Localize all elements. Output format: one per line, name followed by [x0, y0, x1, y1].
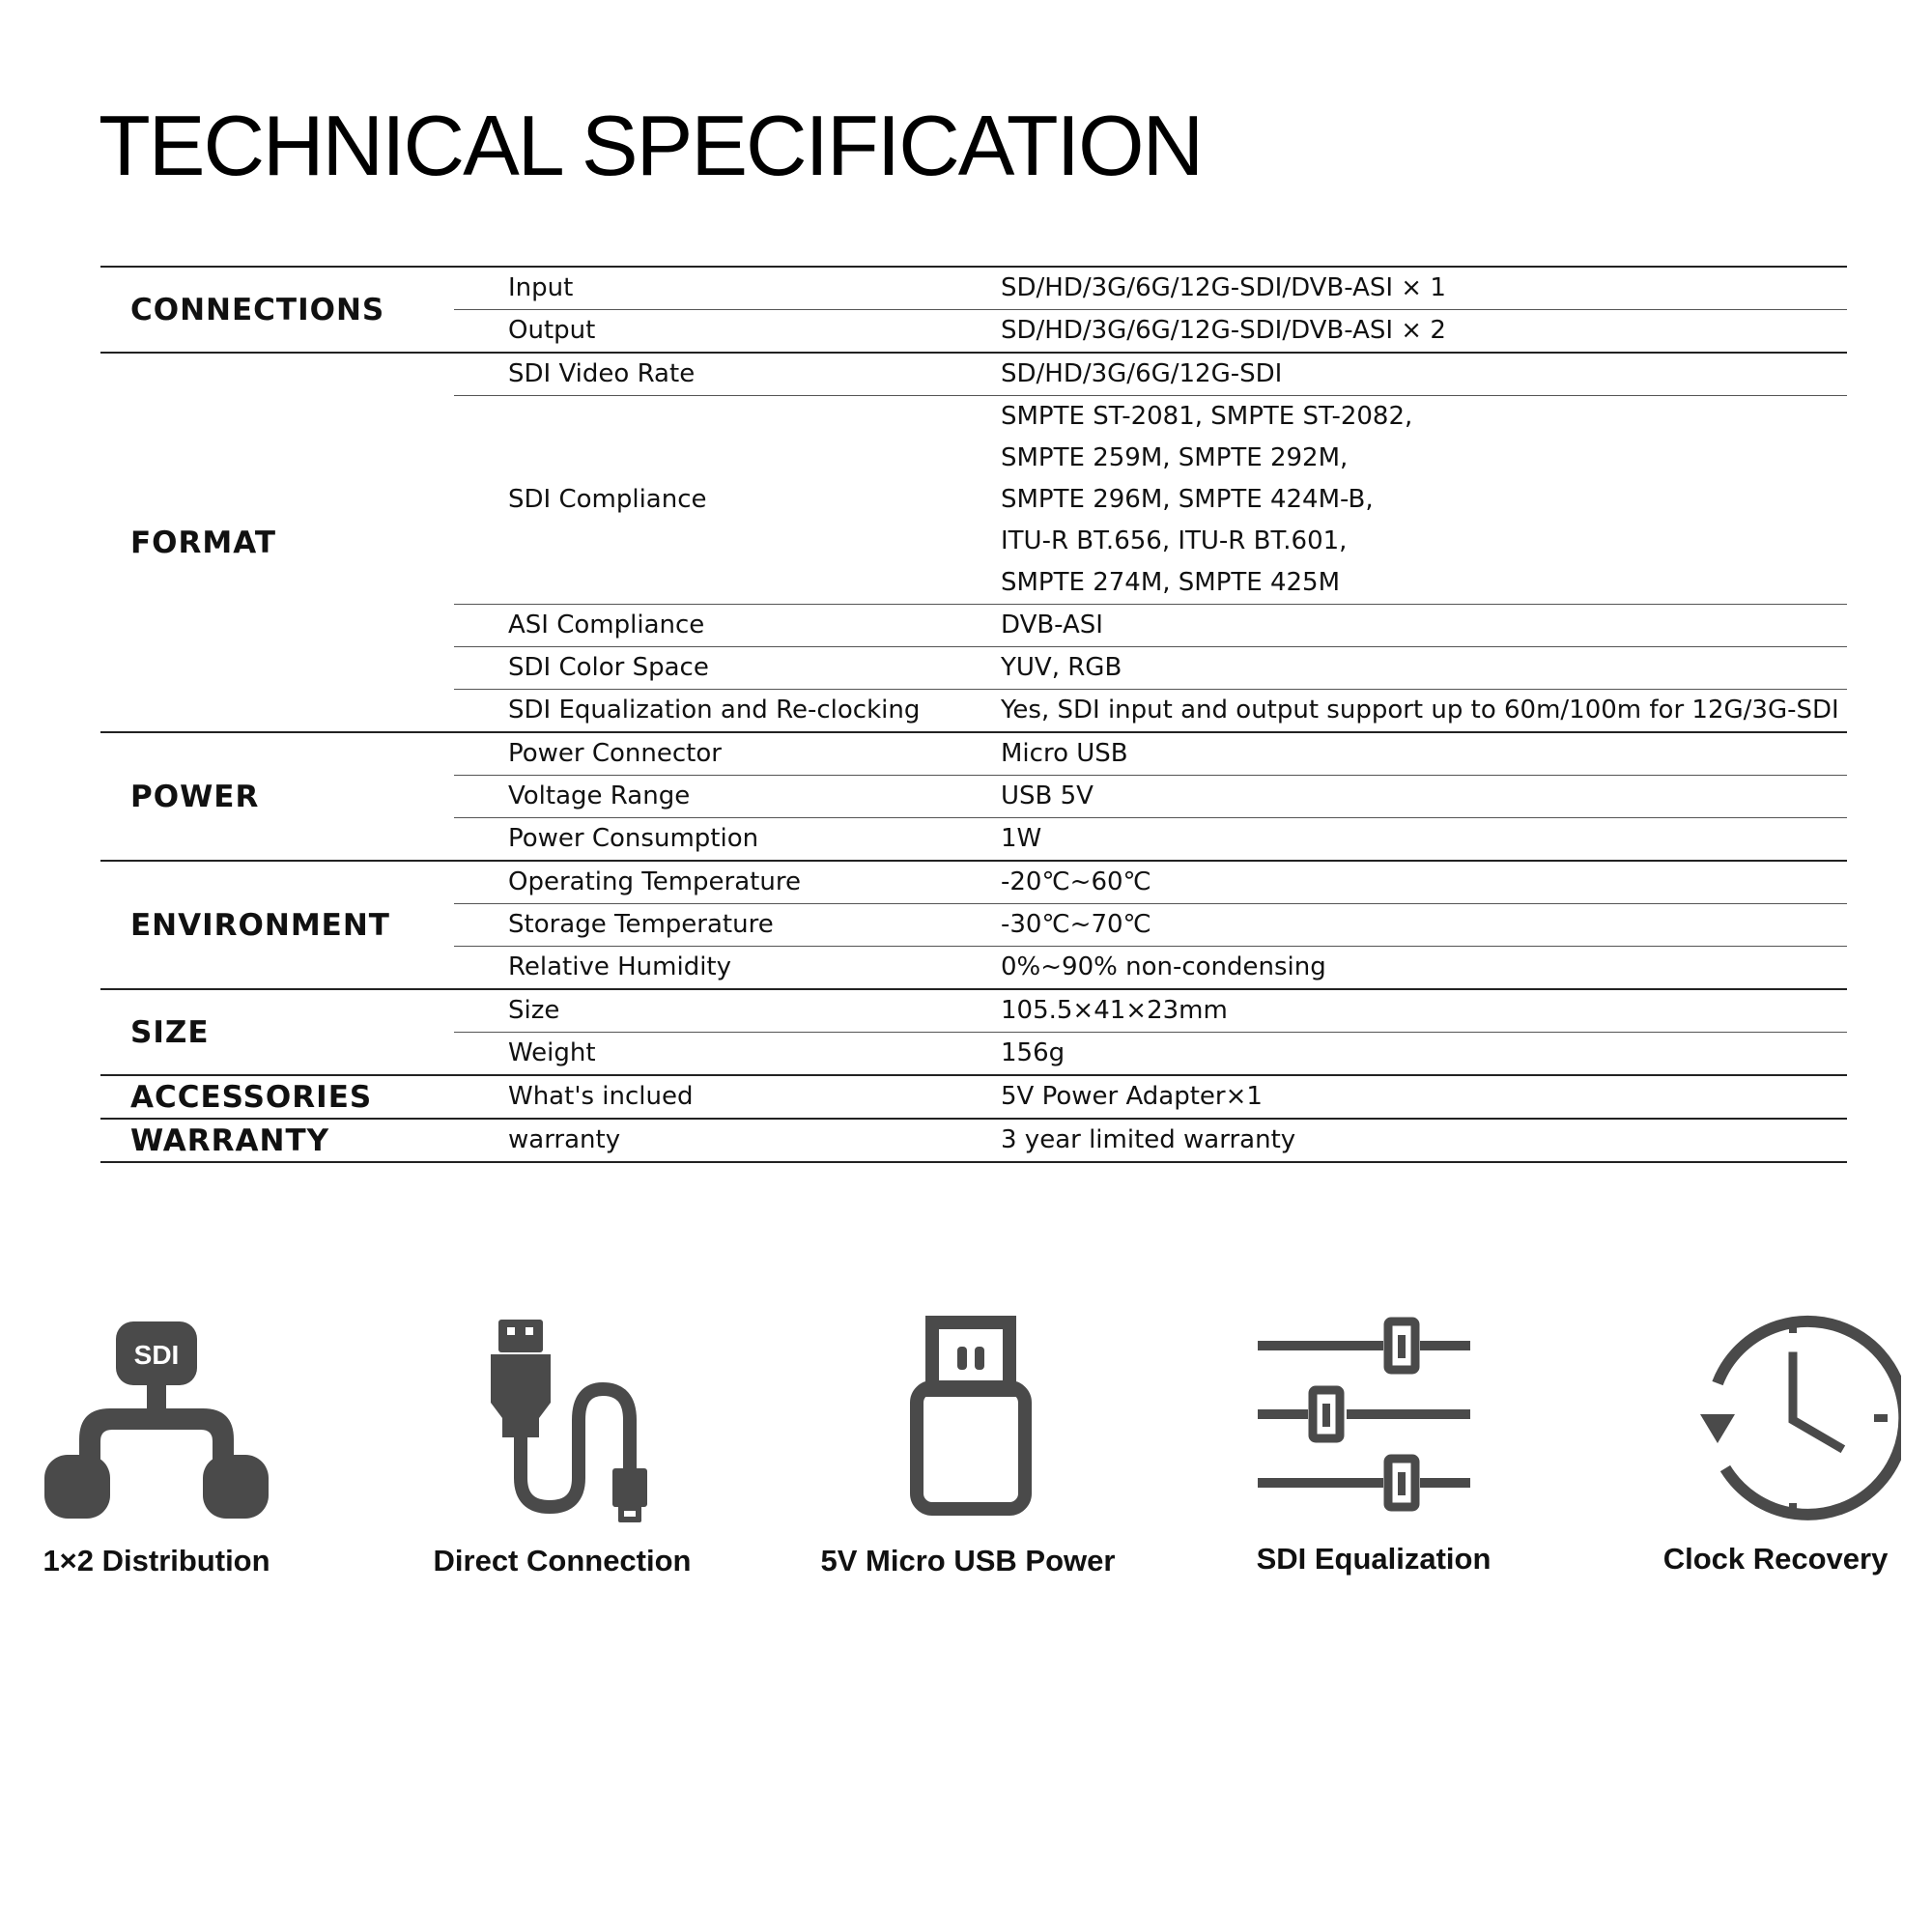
- spec-value-line: SMPTE 274M, SMPTE 425M: [1001, 568, 1341, 597]
- spec-value: [1001, 1076, 1847, 1118]
- spec-value-line: -20℃~60℃: [1001, 867, 1151, 896]
- spec-value-line: SMPTE 296M, SMPTE 424M-B,: [1001, 485, 1374, 514]
- spec-label: Input: [508, 273, 574, 302]
- spec-row: [454, 354, 1847, 395]
- spec-label: Size: [508, 996, 560, 1025]
- spec-value: [1001, 1120, 1847, 1161]
- spec-row: [454, 646, 1847, 689]
- spec-value: [1001, 818, 1847, 860]
- spec-row: [454, 733, 1847, 775]
- spec-label: Power Connector: [508, 739, 722, 768]
- spec-value-line: DVB-ASI: [1001, 611, 1103, 639]
- spec-value: [1001, 605, 1847, 646]
- spec-label: Voltage Range: [508, 781, 691, 810]
- spec-label: Output: [508, 316, 596, 345]
- spec-rows: [454, 268, 1847, 352]
- spec-row: [454, 775, 1847, 817]
- equalizer-sliders-icon: [1248, 1314, 1499, 1526]
- spec-rows: [454, 862, 1847, 988]
- spec-value-line: SD/HD/3G/6G/12G-SDI/DVB-ASI × 1: [1001, 273, 1446, 302]
- spec-row: [454, 817, 1847, 860]
- page-title: TECHNICAL SPECIFICATION: [99, 98, 1203, 193]
- spec-group: [100, 1074, 1847, 1118]
- spec-value: [1001, 947, 1847, 988]
- feature-icons: [0, 1314, 1932, 1604]
- sdi-badge-label: SDI: [133, 1340, 180, 1370]
- feature-distribution: [0, 1314, 359, 1577]
- usb-cable-icon: [446, 1314, 678, 1526]
- spec-value-line: 5V Power Adapter×1: [1001, 1082, 1263, 1111]
- spec-label: Relative Humidity: [508, 952, 732, 981]
- spec-value-line: Micro USB: [1001, 739, 1128, 768]
- spec-value-line: 156g: [1001, 1038, 1065, 1067]
- spec-value: [1001, 862, 1847, 903]
- feature-label: SDI Equalization: [1256, 1542, 1492, 1576]
- spec-value-line: SMPTE 259M, SMPTE 292M,: [1001, 443, 1349, 472]
- spec-rows: [454, 354, 1847, 731]
- spec-value: [1001, 268, 1847, 309]
- spec-value-line: 0%~90% non-condensing: [1001, 952, 1326, 981]
- spec-value: [1001, 647, 1847, 689]
- feature-direct-connection: [359, 1314, 765, 1577]
- spec-value-line: -30℃~70℃: [1001, 910, 1151, 939]
- spec-category: SIZE: [130, 1014, 210, 1050]
- spec-rows: [454, 1076, 1847, 1118]
- spec-value-line: SD/HD/3G/6G/12G-SDI/DVB-ASI × 2: [1001, 316, 1446, 345]
- spec-row: [454, 1076, 1847, 1118]
- feature-sdi-equalization: [1171, 1314, 1577, 1576]
- feature-label: Direct Connection: [433, 1544, 692, 1577]
- spec-label: Weight: [508, 1038, 596, 1067]
- usb-plug-icon: [852, 1314, 1084, 1526]
- spec-value-line: SMPTE ST-2081, SMPTE ST-2082,: [1001, 402, 1413, 431]
- spec-label: SDI Video Rate: [508, 359, 696, 388]
- spec-category: POWER: [130, 779, 260, 814]
- spec-value: [1001, 733, 1847, 775]
- spec-label: SDI Equalization and Re-clocking: [508, 696, 921, 724]
- spec-label: SDI Color Space: [508, 653, 709, 682]
- spec-label: Storage Temperature: [508, 910, 774, 939]
- spec-value-line: ITU-R BT.656, ITU-R BT.601,: [1001, 526, 1348, 555]
- feature-label: 5V Micro USB Power: [820, 1544, 1116, 1577]
- clock-recovery-icon: [1650, 1314, 1901, 1526]
- spec-group: [100, 860, 1847, 988]
- spec-row: [454, 862, 1847, 903]
- spec-label: Operating Temperature: [508, 867, 801, 896]
- spec-value: [1001, 990, 1847, 1032]
- spec-rows: [454, 1120, 1847, 1161]
- spec-row: [454, 903, 1847, 946]
- sdi-distribution-icon: [41, 1314, 272, 1526]
- spec-category: ACCESSORIES: [130, 1079, 373, 1115]
- feature-usb-power: [765, 1314, 1171, 1577]
- spec-value-line: SD/HD/3G/6G/12G-SDI: [1001, 359, 1283, 388]
- feature-clock-recovery: [1573, 1314, 1932, 1576]
- spec-row: [454, 268, 1847, 309]
- spec-category: WARRANTY: [130, 1122, 330, 1158]
- spec-value-line: 105.5×41×23mm: [1001, 996, 1228, 1025]
- spec-value: [1001, 396, 1847, 604]
- spec-group: [100, 1118, 1847, 1161]
- spec-category: ENVIRONMENT: [130, 907, 390, 943]
- spec-label: Power Consumption: [508, 824, 759, 853]
- spec-group: [100, 268, 1847, 352]
- spec-value-line: 1W: [1001, 824, 1042, 853]
- spec-value-line: YUV, RGB: [1001, 653, 1122, 682]
- spec-label: SDI Compliance: [508, 485, 707, 514]
- spec-value: [1001, 690, 1847, 731]
- feature-label: 1×2 Distribution: [43, 1544, 270, 1577]
- spec-row: [454, 1120, 1847, 1161]
- spec-value-line: 3 year limited warranty: [1001, 1125, 1296, 1154]
- feature-label: Clock Recovery: [1662, 1542, 1889, 1576]
- spec-rows: [454, 990, 1847, 1074]
- spec-group: [100, 988, 1847, 1074]
- spec-value: [1001, 354, 1847, 395]
- spec-label: ASI Compliance: [508, 611, 705, 639]
- spec-value-line: Yes, SDI input and output support up to 60m/100m for 12G/3G-SDI: [1001, 696, 1839, 724]
- spec-table: [100, 266, 1847, 1163]
- spec-value: [1001, 310, 1847, 352]
- spec-rows: [454, 733, 1847, 860]
- spec-category: FORMAT: [130, 525, 276, 560]
- spec-label: warranty: [508, 1125, 621, 1154]
- spec-row: [454, 309, 1847, 352]
- spec-row: [454, 946, 1847, 988]
- spec-category: CONNECTIONS: [130, 292, 385, 327]
- spec-value-line: USB 5V: [1001, 781, 1094, 810]
- spec-value: [1001, 1033, 1847, 1074]
- spec-row: [454, 689, 1847, 731]
- spec-row: [454, 1032, 1847, 1074]
- spec-row: [454, 395, 1847, 604]
- spec-value: [1001, 904, 1847, 946]
- spec-row: [454, 990, 1847, 1032]
- spec-label: What's inclued: [508, 1082, 694, 1111]
- spec-value: [1001, 776, 1847, 817]
- spec-group: [100, 731, 1847, 860]
- spec-group: [100, 352, 1847, 731]
- spec-row: [454, 604, 1847, 646]
